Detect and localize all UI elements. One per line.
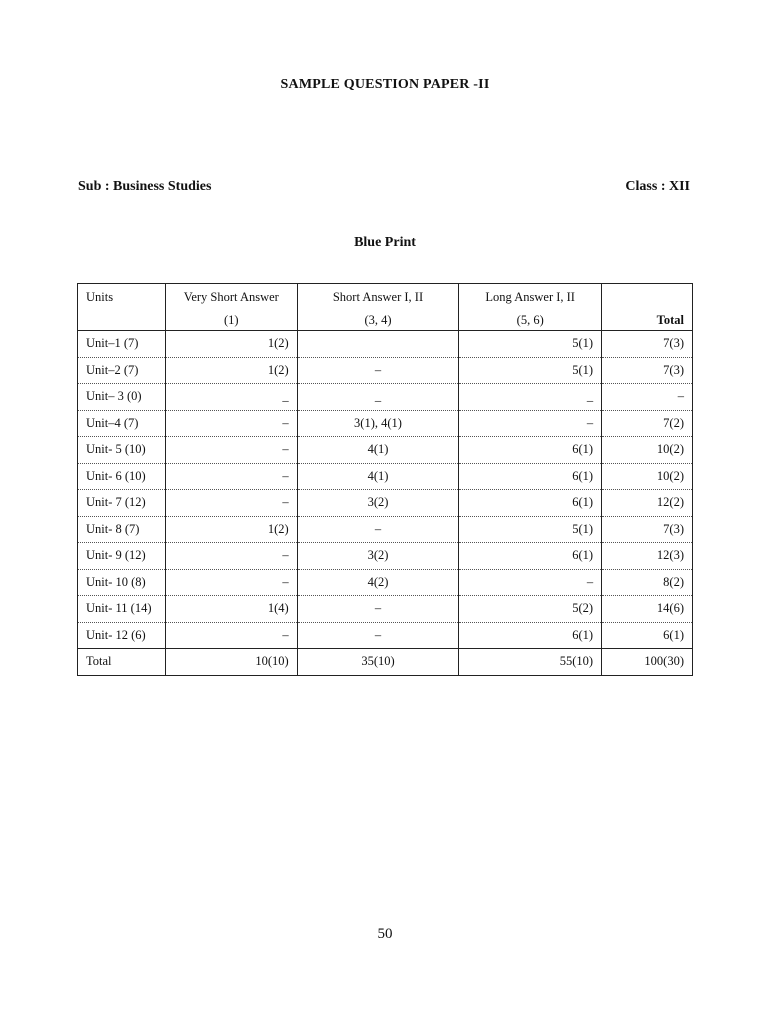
cell-unit: Unit–2 (7) — [78, 357, 166, 384]
header-total-blank — [602, 284, 693, 311]
cell-short: 4(1) — [297, 463, 459, 490]
cell-short: 4(2) — [297, 569, 459, 596]
subheader-marks-3-4: (3, 4) — [297, 310, 459, 331]
cell-total: 6(1) — [602, 622, 693, 649]
cell-short: – — [297, 516, 459, 543]
subheader-marks-1: (1) — [165, 310, 297, 331]
cell-unit: Unit– 3 (0) — [78, 384, 166, 411]
cell-short: 3(1), 4(1) — [297, 410, 459, 437]
cell-very-short: – — [165, 410, 297, 437]
table-row — [78, 569, 693, 596]
cell-short: _ — [297, 384, 459, 411]
cell-unit: Unit–1 (7) — [78, 331, 166, 358]
cell-long: _ — [459, 384, 602, 411]
cell-very-short: 1(2) — [165, 357, 297, 384]
cell-long: 6(1) — [459, 463, 602, 490]
cell-long: 6(1) — [459, 437, 602, 464]
cell-long: 6(1) — [459, 622, 602, 649]
cell-short: – — [297, 622, 459, 649]
subheader-total: Total — [602, 310, 693, 331]
table-row — [78, 543, 693, 570]
class-label: Class : XII — [625, 179, 690, 194]
cell-total: 14(6) — [602, 596, 693, 623]
table-row — [78, 516, 693, 543]
page-title: SAMPLE QUESTION PAPER -II — [280, 77, 490, 92]
cell-very-short: 1(2) — [165, 331, 297, 358]
cell-total: 12(2) — [602, 490, 693, 517]
cell-total: – — [602, 384, 693, 411]
cell-long: – — [459, 410, 602, 437]
table-row — [78, 437, 693, 464]
table-row — [78, 384, 693, 411]
cell-short: 4(1) — [297, 437, 459, 464]
table-row — [78, 596, 693, 623]
subheader-row — [78, 310, 693, 331]
cell-long: 5(1) — [459, 516, 602, 543]
page-number: 50 — [377, 926, 393, 942]
cell-unit: Unit- 7 (12) — [78, 490, 166, 517]
cell-very-short: – — [165, 437, 297, 464]
cell-unit: Unit- 5 (10) — [78, 437, 166, 464]
cell-total: 12(3) — [602, 543, 693, 570]
cell-total: 10(2) — [602, 437, 693, 464]
table-row — [78, 357, 693, 384]
cell-long: 5(2) — [459, 596, 602, 623]
cell-long: – — [459, 569, 602, 596]
cell-very-short: – — [165, 543, 297, 570]
cell-unit: Unit- 10 (8) — [78, 569, 166, 596]
cell-very-short: – — [165, 569, 297, 596]
cell-unit: Unit–4 (7) — [78, 410, 166, 437]
table-row — [78, 410, 693, 437]
cell-unit: Unit- 9 (12) — [78, 543, 166, 570]
cell-short: 3(2) — [297, 543, 459, 570]
total-value: 10(10) — [165, 649, 297, 676]
header-very-short-answer: Very Short Answer — [165, 284, 297, 311]
header-row — [78, 284, 693, 311]
subheader-marks-5-6: (5, 6) — [459, 310, 602, 331]
cell-unit: Unit- 8 (7) — [78, 516, 166, 543]
blueprint-table — [77, 283, 693, 676]
cell-short: 3(2) — [297, 490, 459, 517]
table-row — [78, 622, 693, 649]
cell-very-short: – — [165, 490, 297, 517]
header-long-answer: Long Answer I, II — [459, 284, 602, 311]
cell-total: 7(3) — [602, 516, 693, 543]
cell-unit: Unit- 12 (6) — [78, 622, 166, 649]
table-row — [78, 490, 693, 517]
cell-long: 6(1) — [459, 490, 602, 517]
table-row — [78, 463, 693, 490]
cell-very-short: 1(4) — [165, 596, 297, 623]
blueprint-title: Blue Print — [354, 235, 416, 250]
cell-very-short: 1(2) — [165, 516, 297, 543]
cell-long: 5(1) — [459, 331, 602, 358]
cell-short: – — [297, 596, 459, 623]
subheader-units — [78, 310, 166, 331]
subject-label: Sub : Business Studies — [78, 179, 212, 194]
cell-total: 8(2) — [602, 569, 693, 596]
total-row — [78, 649, 693, 676]
cell-long: 5(1) — [459, 357, 602, 384]
cell-long: 6(1) — [459, 543, 602, 570]
cell-unit: Unit- 11 (14) — [78, 596, 166, 623]
total-value: 55(10) — [459, 649, 602, 676]
table-row — [78, 331, 693, 358]
total-label: Total — [78, 649, 166, 676]
total-value: 35(10) — [297, 649, 459, 676]
cell-short: – — [297, 357, 459, 384]
cell-short — [297, 331, 459, 358]
cell-very-short: – — [165, 463, 297, 490]
cell-total: 7(3) — [602, 331, 693, 358]
total-value: 100(30) — [602, 649, 693, 676]
header-units: Units — [78, 284, 166, 311]
cell-total: 7(3) — [602, 357, 693, 384]
cell-very-short: _ — [165, 384, 297, 411]
cell-very-short: – — [165, 622, 297, 649]
cell-unit: Unit- 6 (10) — [78, 463, 166, 490]
header-short-answer: Short Answer I, II — [297, 284, 459, 311]
cell-total: 10(2) — [602, 463, 693, 490]
cell-total: 7(2) — [602, 410, 693, 437]
